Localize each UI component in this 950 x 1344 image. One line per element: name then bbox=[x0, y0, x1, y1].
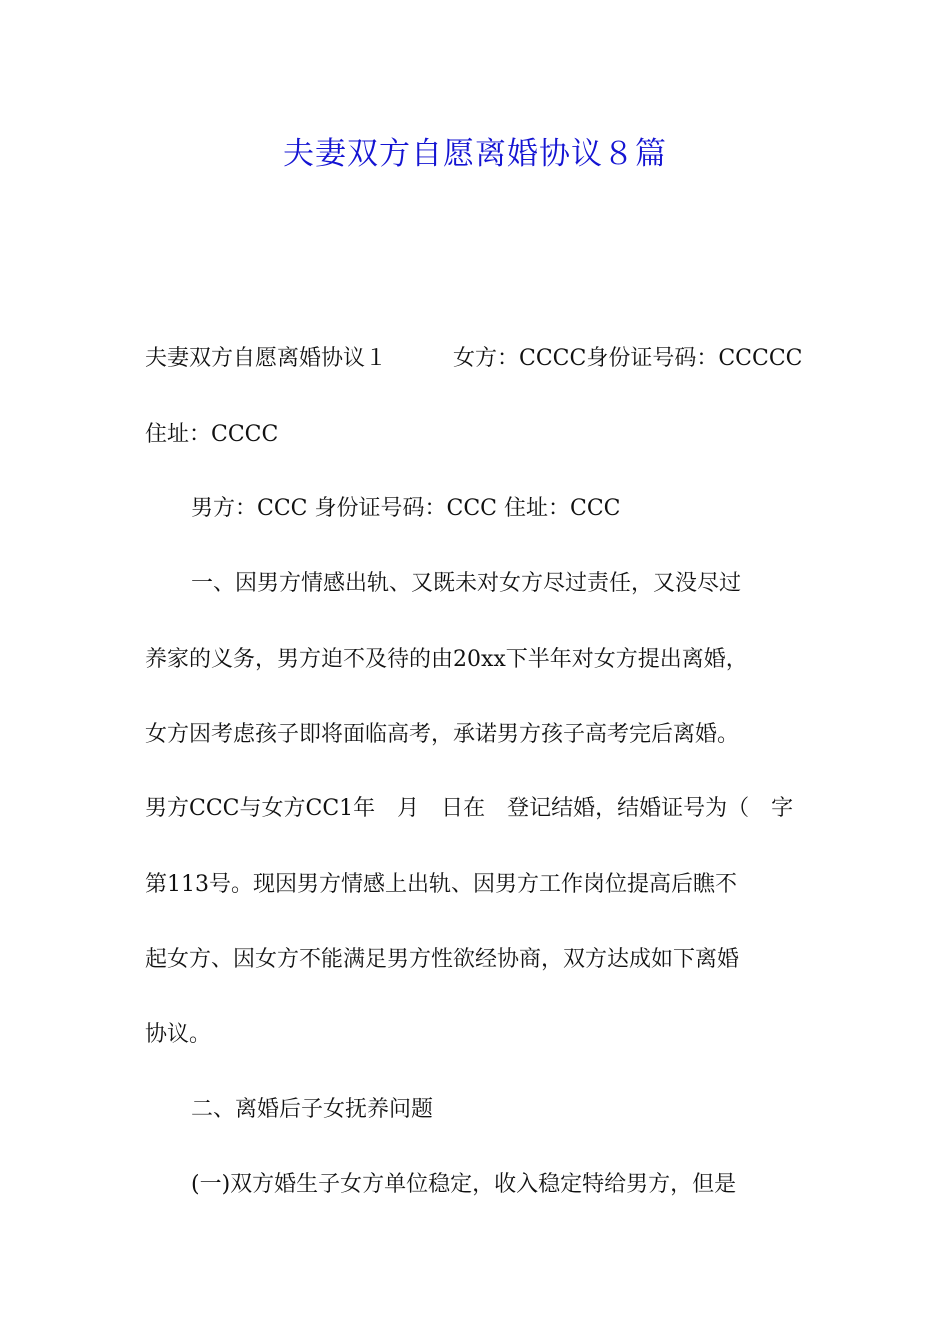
document-title: 夫妻双方自愿离婚协议８篇 bbox=[283, 136, 667, 172]
body-line-4: 一、因男方情感出轨、又既未对女方尽过责任，又没尽过 bbox=[191, 571, 742, 596]
body-line-11: 二、离婚后子女抚养问题 bbox=[191, 1097, 434, 1122]
body-line-3: 男方：CCC 身份证号码：CCC 住址：CCC bbox=[191, 496, 621, 521]
body-line-1: 夫妻双方自愿离婚协议１ 女方：CCCC身份证号码：CCCCC bbox=[145, 346, 803, 371]
body-line-6: 女方因考虑孩子即将面临高考，承诺男方孩子高考完后离婚。 bbox=[145, 722, 740, 747]
body-line-9: 起女方、因女方不能满足男方性欲经协商，双方达成如下离婚 bbox=[145, 947, 740, 972]
body-line-7: 男方CCC与女方CC1年 月 日在 登记结婚，结婚证号为（ 字 bbox=[145, 796, 794, 821]
body-line-10: 协议。 bbox=[145, 1022, 212, 1047]
body-line-12: (一)双方婚生子女方单位稳定，收入稳定特给男方，但是 bbox=[191, 1172, 737, 1197]
body-line-5: 养家的义务，男方迫不及待的由20xx下半年对女方提出离婚， bbox=[145, 647, 748, 672]
body-line-8: 第113号。现因男方情感上出轨、因男方工作岗位提高后瞧不 bbox=[145, 872, 737, 897]
body-line-2: 住址：CCCC bbox=[145, 422, 279, 447]
